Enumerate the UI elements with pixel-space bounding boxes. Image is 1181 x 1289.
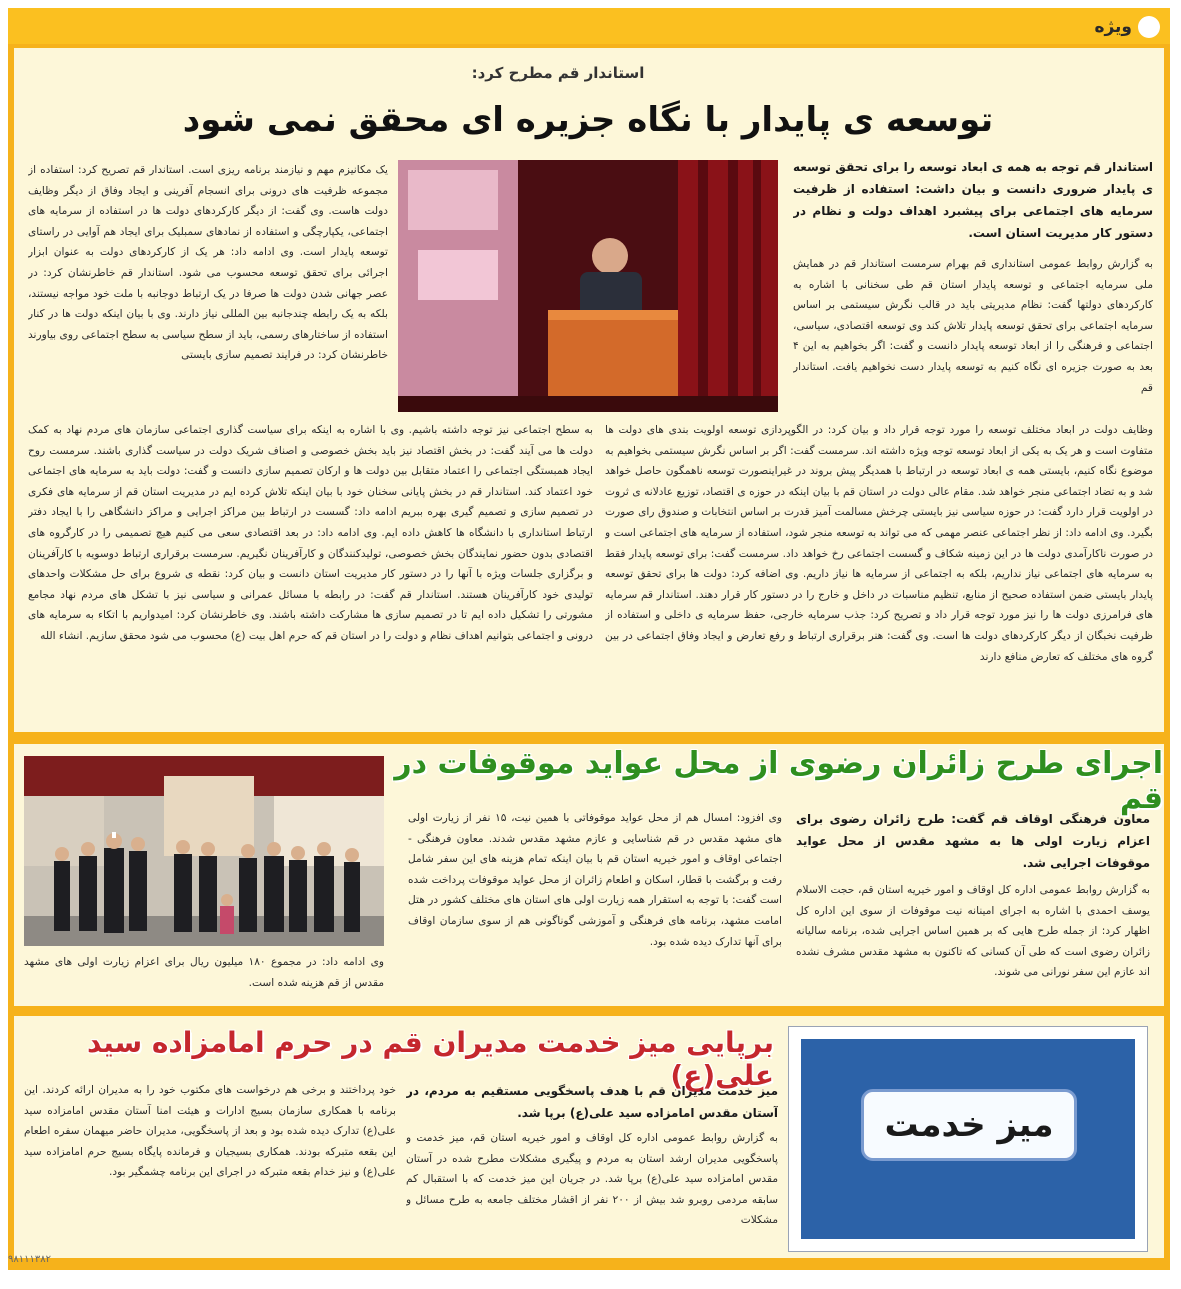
story1-lead: استاندار قم توجه به همه ی ابعاد توسعه را برای تحقق توسعه ی پایدار ضروری دانست و بیان داشت: استفاده از ظرفیت سرمایه های اجتماعی برای پیشبرد اهداف دولت و نظام در دستور کار مدیریت استان است. xyxy=(793,160,1153,240)
story1-col-left-bottom: به سطح اجتماعی نیز توجه داشته باشیم. وی با اشاره به اینکه برای سیاست گذاری اجتماعی سازمان های مردم نهاد به کمک دولت ها می آیند گفت: در بخش اقتصاد نیز باید بخش خصوصی و اصناف شریک دولت در سیاست گذاری باشند. سرمست روح ایجاد همبستگی اجتماعی را اعتماد متقابل بین دولت ها و ارکان تصمیم سازی دانست و گفت: دولت باید به سرمایه های اجتماعی خود اعتماد کند. استاندار قم در بخش پایانی سخنان خود با بیان اینکه تلاش کرده ایم در مدیریت استان قم از سرمایه های فکری در تصمیم سازی و تصمیم گیری بهره ببریم ادامه داد: گسست در ارتباط بین مراکز اجرایی و مراکز دانشگاهی را با ایجاد دفتر ارتباط استانداری با دانشگاه ها کاهش داده ایم. وی ادامه داد: در بعد اقتصادی سعی می کنیم هیچ تصمیمی را در کارگروه های اقتصادی بدون حضور نمایندگان بخش خصوصی، تولیدکنندگان و کارآفرینان نگیریم. سرمست برقراری ارتباط دوسویه با کارآفرینان و برگزاری جلسات ویژه با آنها را در دستور کار مدیریت استان دانست و بیان کرد: نقطه ی شروع برای حل مشکلات واحدهای تولیدی خود کارآفرینان هستند. استاندار قم گفت: در رابطه با مسائل عمرانی و سیاسی نیز با تشکل های مردم نهاد مجامع مشورتی را تشکیل داده ایم تا در تصمیم سازی ها مشارکت داشته باشند. وی خاطرنشان کرد: امیدواریم با اتکاء به سرمایه های درونی و اجتماعی بتوانیم اهداف نظام و دولت را در استان قم که حرم اهل بیت (ع) محسوب می شود محقق سازیم. انشاء الله xyxy=(28,424,593,642)
story3-headline: برپایی میز خدمت مدیران قم در حرم امامزاده سید علی(ع) xyxy=(87,1026,774,1092)
story2-pilgrims-photo xyxy=(24,756,384,946)
story3-lead: میز خدمت مدیران قم با هدف پاسخگویی مستقیم به مردم، در آستان مقدس امامزاده سید علی(ع) برپا شد. xyxy=(406,1084,778,1120)
story3-col-right: به گزارش روابط عمومی اداره کل اوقاف و امور خیریه استان قم، میز خدمت و پاسخگویی مدیران ارشد استان به مردم و پیگیری مشکلات مطرح شده در آستان مقدس امامزاده سید علی(ع) برپا شد. در جریان این میز خدمت که با استقبال کم سابقه مردمی روبرو شد بیش از ۲۰۰ نفر از اقشار مختلف جامعه به طرح مسائل و مشکلات xyxy=(406,1132,778,1227)
story2-col-right: به گزارش روابط عمومی اداره کل اوقاف و امور خیریه استان قم، حجت الاسلام یوسف احمدی با اشاره به اجرای امینانه نیت موقوفات از سوی این اداره کل اظهار کرد: از جمله طرح هایی که بر همین اساس اجرایی شده، برنامه سالیانه زائران رضوی است که طی آن کسانی که تاکنون به مشهد مقدس مشرف نشده اند عازم این سفر نورانی می شوند. xyxy=(796,884,1150,979)
story1-col-left-top: یک مکانیزم مهم و نیازمند برنامه ریزی است. استاندار قم تصریح کرد: استفاده از مجموعه ظرفیت های درونی برای انسجام آفرینی و ایجاد وفاق از دیگر وظایف دولت هاست. وی گفت: از دیگر کارکردهای دولت ها در استفاده از سرمایه های اجتماعی، یکپارچگی و استفاده از نمادهای سمبلیک برای ایجاد هم آوایی در راستای توسعه پایدار است. وی ادامه داد: هر یک از کارکردهای دولت به عنوان ابزار اجرائی برای تحقق توسعه محسوب می شود. استاندار قم خاطرنشان کرد: در عصر جهانی شدن دولت ها صرفا در یک ارتباط دوجانبه با ملت خود مواجه نیستند، بلکه به یک رابطه چندجانبه بین المللی نیاز دارند. وی با بیان اینکه دولت ها در کنار استفاده از ساختارهای رسمی، باید از سطح سیاسی به سطح اجتماعی روی بیاورند خاطرنشان کرد: در فرایند تصمیم سازی بایستی xyxy=(28,164,388,362)
story2-col-left: وی ادامه داد: در مجموع ۱۸۰ میلیون ریال برای اعزام زیارت اولی های مشهد مقدس از قم هزینه شده است. xyxy=(24,956,384,989)
story1-headline: توسعه ی پایدار با نگاه جزیره ای محقق نمی شود xyxy=(182,100,994,140)
story1-col-right: به گزارش روابط عمومی استانداری قم بهرام سرمست استاندار قم در همایش ملی سرمایه اجتماعی و توسعه پایدار استان قم طی سخنانی با اشاره به کارکردهای دولتها گفت: نظام مدیریتی باید در قالب نگرش سیستمی بر اساس سرمایه اجتماعی برای تحقق توسعه پایدار تلاش کند وی توسعه اقتصادی، سیاسی، اجتماعی و فرهنگی را از ابعاد توسعه پایدار دانست و گفت: اگر بخواهیم به این ۴ بعد به صورت جزیره ای نگاه کنیم به توسعه پایدار دست نخواهیم یافت. استاندار قم xyxy=(793,258,1153,394)
story2-col-middle: وی افزود: امسال هم از محل عواید موقوفاتی با همین نیت، ۱۵ نفر از زیارت اولی های مشهد مقدس در قم شناسایی و عازم مشهد مقدس شدند. معاون فرهنگی - اجتماعی اوقاف و امور خیریه استان قم با بیان اینکه تمام هزینه های این سفر شامل رفت و برگشت با قطار، اسکان و اطعام زائران از محل عواید موقوفات پرداخت شده است گفت: با توجه به استقرار همه زیارت اولی های استان های مختلف کشور در هتل امامت مشهد، برنامه های فرهنگی و آموزشی گوناگونی هم از سوی سازمان اوقاف برای آنها تدارک دیده شده بود. xyxy=(408,812,782,948)
story1-speaker-photo xyxy=(398,160,778,412)
story1-kicker: استاندار قم مطرح کرد: xyxy=(471,64,645,82)
story1-col-right-bottom: وظایف دولت در ابعاد مختلف توسعه را مورد توجه قرار داد و بیان کرد: در الگوپردازی توسعه اولویت بندی های دولت ها متفاوت است و هر یک به یکی از ابعاد توسعه توجه ویژه داشته اند. سرمست گفت: اگر بر اساس نگرش سیستمی بخواهیم به موضوع نگاه کنیم، بایستی همه ی ابعاد توسعه در ارتباط با همدیگر پیش بروند در غیراینصورت توسعه ناهمگون حاصل خواهد شد و به تضاد اجتماعی منجر خواهد شد. مقام عالی دولت در استان قم با بیان اینکه در حوزه ی اقتصاد، توزیع عادلانه ی ثروت در اولویت قرار دارد گفت: در حوزه سیاسی نیز بایستی چرخش مسالمت آمیز قدرت بر اساس انتخابات و صندوق رای صورت بگیرد. وی ادامه داد: از نظر اجتماعی عنصر مهمی که می تواند به توسعه منجر شود، استفاده از سرمایه های اجتماعی است و در صورت ناکارآمدی دولت ها در این زمینه شکاف و گسست اجتماعی رخ خواهد داد. سرمست گفت: برای توسعه پایدار فقط به سرمایه های اجتماعی نیاز نداریم، بلکه به اجتماعی از سرمایه ها نیاز داریم. وی اضافه کرد: دولت ها برای تحقق توسعه پایدار بایستی ضمن استفاده صحیح از منابع، تنظیم مناسبات در داخل و خارج را در دستور کار قرار دهند. استاندار قم سرمایه های فرامرزی دولت ها را نیز مورد توجه قرار داد و تصریح کرد: جذب سرمایه خارجی، حفظ سرمایه ی داخلی و استفاده از ظرفیت نخبگان از دیگر کارکردهای دولت ها است. وی گفت: هنر برقراری ارتباط و رفع تعارض و ایجاد وفاق اجتماعی در بین گروه های مختلف که تعارض منافع دارند xyxy=(605,424,1153,663)
podium-speaker-image xyxy=(398,160,778,412)
story2-headline: اجرای طرح زائران رضوی از محل عواید موقوفات در قم xyxy=(394,746,1163,816)
section-tag-label: ویژه xyxy=(1094,17,1132,37)
story3-col-left: خود پرداختند و برخی هم درخواست های مکتوب خود را به مدیران ارائه کردند. این برنامه با همکاری سازمان بسیج ادارات و هیئت امنا آستان مقدس امامزاده سید علی(ع) تدارک دیده شده بود و بعد از پاسخگویی، مدیران حاضر میهمان سفره اطعام این بقعه متبرکه بودند. همکاری بسیجیان و فرمانده پایگاه بسیج حرم امامزاده سید علی(ع) و نیز خدام بقعه متبرکه در اجرای این برنامه چشمگیر بود. xyxy=(24,1084,396,1179)
story3-badge xyxy=(788,1026,1148,1252)
section-header-bar xyxy=(8,8,1170,44)
newspaper-page xyxy=(8,8,1170,1270)
section-dot-icon xyxy=(1138,16,1160,38)
pilgrims-group-image xyxy=(24,756,384,946)
story2-lead: معاون فرهنگی اوقاف قم گفت: طرح زائران رضوی برای اعزام زیارت اولی ها به مشهد مقدس از محل عواید موقوفات اجرایی شد. xyxy=(796,812,1150,870)
section-tag xyxy=(1094,16,1160,38)
badge-title: میز خدمت xyxy=(861,1089,1077,1161)
footer-code: ۹۸۱۱۱۳۸۲ xyxy=(8,1254,51,1265)
